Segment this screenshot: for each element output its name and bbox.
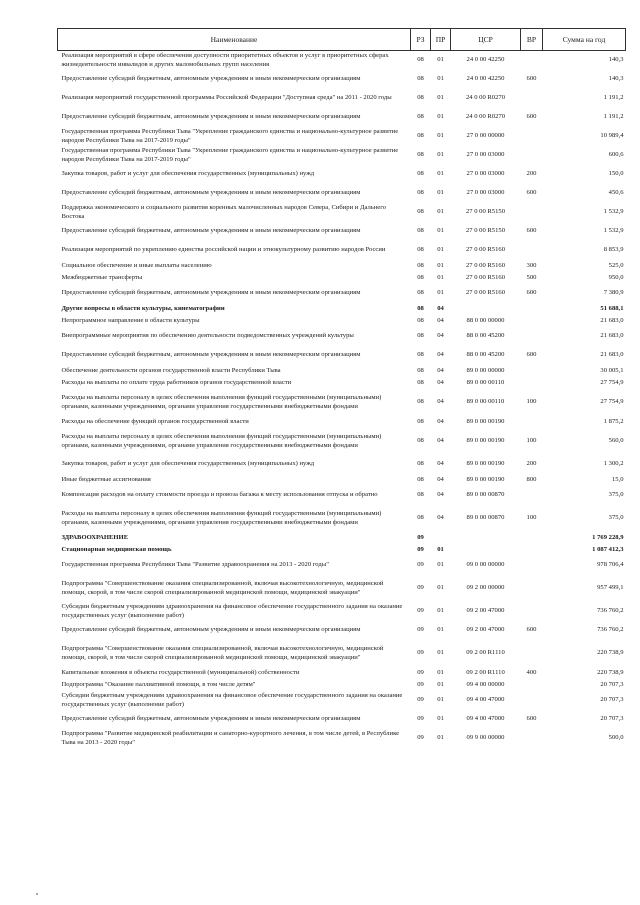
cell-rz: 09 (417, 715, 424, 723)
cell-vr (521, 146, 543, 165)
cell-vr: 200 (526, 460, 537, 468)
cell-pr: 01 (437, 113, 444, 121)
cell-pr: 01 (437, 626, 444, 634)
cell-pr: 01 (437, 208, 444, 216)
cell-rz: 08 (417, 366, 424, 374)
cell-rz: 09 (417, 545, 424, 553)
cell-name: Внепрограммные мероприятия по обеспечению деятельности подведомственных учреждений культуры (61, 332, 354, 340)
cell-name: Обеспечение деятельности органов государственной власти Республики Тыва (61, 366, 281, 374)
cell-pr: 04 (437, 351, 444, 359)
cell-pr: 04 (437, 398, 444, 406)
cell-name: Подпрограмма "Совершенствование оказания специализированной, включая высокотехнологичную, медицинской помощи, скорой, в том числе скорой специализированной медицинской помощи, медицинской эвакуации" (61, 580, 384, 596)
cell-vr (521, 89, 543, 108)
cell-rz: 08 (417, 189, 424, 197)
cell-sum: 500,0 (608, 734, 624, 742)
cell-name: Расходы на обеспечение функций органов государственной власти (61, 417, 249, 425)
cell-sum: 140,3 (608, 56, 624, 64)
cell-csr: 27 0 00 R5150 (465, 208, 505, 216)
table-row (58, 222, 626, 241)
table-row (58, 365, 626, 377)
cell-pr: 04 (437, 332, 444, 340)
cell-pr: 04 (437, 378, 444, 386)
cell-sum: 1 532,9 (603, 208, 624, 216)
cell-vr (521, 602, 543, 621)
cell-vr (521, 575, 543, 602)
budget-table-page (57, 28, 625, 748)
cell-csr: 27 0 00 03000 (466, 170, 505, 178)
table-row (58, 51, 626, 71)
cell-name: Реализация мероприятий в сфере обеспечения доступности приоритетных объектов и услуг в приоритетных сферах жизнедеятельности инвалидов и других маломобильных групп населения (61, 52, 389, 68)
cell-pr: 01 (437, 132, 444, 140)
cell-name: Расходы на выплаты персоналу в целях обеспечения выполнения функций государственными (муниципальными) органами, казенными учреждениями, органами управления государственными внебюджетными фондами (61, 394, 382, 410)
table-row (58, 691, 626, 710)
cell-name: Иные бюджетные ассигнования (61, 475, 151, 483)
cell-rz: 08 (417, 316, 424, 324)
cell-csr: 27 0 00 R5160 (465, 246, 505, 254)
cell-rz: 09 (417, 696, 424, 704)
cell-vr (521, 241, 543, 260)
cell-pr: 01 (437, 75, 444, 83)
cell-rz: 08 (417, 227, 424, 235)
table-row (58, 303, 626, 315)
table-row (58, 679, 626, 691)
cell-vr: 600 (526, 189, 537, 197)
cell-name: Предоставление субсидий бюджетным, автономным учреждениям и иным некоммерческим организациям (61, 351, 361, 359)
cell-rz: 09 (417, 561, 424, 569)
cell-vr (521, 51, 543, 71)
table-row (58, 710, 626, 729)
cell-vr (521, 127, 543, 146)
cell-pr: 04 (437, 437, 444, 445)
cell-csr: 89 0 00 00190 (466, 475, 505, 483)
cell-rz: 08 (417, 460, 424, 468)
cell-name: Предоставление субсидий бюджетным, автономным учреждениям и иным некоммерческим организациям (61, 113, 361, 121)
cell-csr: 24 0 00 R0270 (465, 113, 505, 121)
cell-name: Межбюджетные трансферты (61, 273, 143, 281)
cell-vr: 100 (526, 437, 537, 445)
cell-csr: 24 0 00 42250 (466, 56, 505, 64)
cell-sum: 525,0 (608, 261, 624, 269)
cell-pr: 04 (437, 366, 444, 374)
cell-pr: 01 (437, 561, 444, 569)
page-speck (36, 893, 38, 895)
table-row (58, 389, 626, 416)
table-row (58, 532, 626, 544)
cell-vr (521, 315, 543, 327)
cell-rz: 09 (417, 734, 424, 742)
cell-name: Субсидии бюджетным учреждениям здравоохранения на финансовое обеспечение государственного задания на оказание государственных услуг (выполнение работ) (61, 603, 403, 619)
cell-sum: 375,0 (608, 491, 624, 499)
cell-pr: 01 (437, 289, 444, 297)
cell-csr: 09 2 00 00000 (466, 584, 505, 592)
cell-pr: 04 (437, 491, 444, 499)
cell-vr: 100 (526, 514, 537, 522)
cell-sum: 1 191,2 (603, 113, 624, 121)
cell-rz: 08 (417, 208, 424, 216)
table-row (58, 602, 626, 621)
cell-pr: 01 (437, 261, 444, 269)
table-row (58, 575, 626, 602)
cell-csr (451, 303, 521, 315)
cell-rz: 09 (417, 607, 424, 615)
cell-sum: 15,0 (611, 475, 624, 483)
cell-csr: 09 9 00 00000 (466, 734, 505, 742)
cell-vr (521, 556, 543, 575)
cell-name: Расходы на выплаты персоналу в целях обеспечения выполнения функций государственными (муниципальными) органами, казенными учреждениями, органами управления государственными внебюджетными фондами (61, 433, 382, 449)
cell-sum: 736 760,2 (597, 607, 624, 615)
cell-rz: 08 (417, 351, 424, 359)
table-row (58, 108, 626, 127)
cell-sum: 1 191,2 (603, 94, 624, 102)
cell-name: Непрограммное направление в области культуры (61, 316, 200, 324)
cell-pr: 01 (437, 649, 444, 657)
cell-vr (521, 377, 543, 389)
table-row (58, 315, 626, 327)
cell-csr (451, 532, 521, 544)
cell-rz: 09 (417, 626, 424, 634)
cell-pr: 04 (437, 460, 444, 468)
table-row (58, 203, 626, 222)
cell-name: Предоставление субсидий бюджетным, автономным учреждениям и иным некоммерческим организациям (61, 189, 361, 197)
cell-vr (521, 203, 543, 222)
cell-name: Расходы на выплаты по оплате труда работников органов государственной власти (61, 378, 292, 386)
cell-csr: 27 0 00 R5160 (465, 261, 505, 269)
cell-vr (521, 729, 543, 748)
cell-name: ЗДРАВООХРАНЕНИЕ (61, 533, 129, 541)
cell-rz: 09 (417, 584, 424, 592)
cell-pr: 01 (437, 545, 444, 553)
cell-vr: 600 (526, 351, 537, 359)
cell-csr: 88 0 00 45200 (466, 351, 505, 359)
table-row (58, 127, 626, 146)
cell-pr: 01 (437, 715, 444, 723)
table-header-row (58, 29, 626, 51)
cell-sum: 1 875,2 (603, 417, 624, 425)
table-row (58, 241, 626, 260)
cell-csr: 27 0 00 R5150 (465, 227, 505, 235)
cell-rz: 08 (417, 113, 424, 121)
cell-sum: 220 738,9 (597, 649, 624, 657)
cell-rz: 08 (417, 132, 424, 140)
cell-rz: 09 (417, 533, 424, 541)
cell-name: Предоставление субсидий бюджетным, автономным учреждениям и иным некоммерческим организациям (61, 715, 361, 723)
cell-sum: 8 853,9 (603, 246, 624, 254)
cell-csr: 27 0 00 03000 (466, 151, 505, 159)
cell-vr: 200 (526, 170, 537, 178)
cell-rz: 08 (417, 261, 424, 269)
table-row (58, 729, 626, 748)
cell-vr: 800 (526, 475, 537, 483)
cell-csr: 09 4 00 47000 (466, 715, 505, 723)
cell-csr: 27 0 00 03000 (466, 189, 505, 197)
cell-rz: 08 (417, 475, 424, 483)
table-row (58, 640, 626, 667)
cell-name: Государственная программа Республики Тыва "Развитие здравоохранения на 2013 - 2020 годы" (61, 561, 329, 569)
table-row (58, 89, 626, 108)
table-row (58, 667, 626, 679)
cell-sum: 27 754,9 (600, 398, 624, 406)
cell-rz: 08 (417, 417, 424, 425)
cell-name: Расходы на выплаты персоналу в целях обеспечения выполнения функций государственными (муниципальными) органами, казенными учреждениями, органами управления государственными внебюджетными фондами (61, 510, 382, 526)
cell-csr: 89 0 00 00110 (466, 398, 505, 406)
cell-vr: 600 (526, 75, 537, 83)
cell-vr (521, 486, 543, 505)
cell-sum: 1 087 412,3 (592, 545, 624, 553)
cell-rz: 09 (417, 649, 424, 657)
cell-rz: 08 (417, 304, 424, 312)
cell-rz: 08 (417, 378, 424, 386)
cell-sum: 450,6 (608, 189, 624, 197)
cell-csr: 88 0 00 45200 (466, 332, 505, 340)
col-header-vr: ВР (521, 29, 543, 51)
cell-vr (521, 640, 543, 667)
cell-vr (521, 679, 543, 691)
cell-vr: 600 (526, 227, 537, 235)
cell-name: Поддержка экономического и социального развития коренных малочисленных народов Севера, Сибири и Дальнего Востока (61, 204, 387, 220)
table-row (58, 377, 626, 389)
table-row (58, 486, 626, 505)
cell-sum: 21 683,0 (600, 316, 624, 324)
cell-rz: 08 (417, 514, 424, 522)
table-row (58, 474, 626, 486)
cell-pr: 01 (437, 170, 444, 178)
cell-name: Компенсация расходов на оплату стоимости проезда и провоза багажа к месту использования отпуска и обратно (61, 491, 378, 499)
cell-pr: 01 (437, 607, 444, 615)
cell-pr: 04 (437, 316, 444, 324)
table-row (58, 505, 626, 532)
cell-rz: 08 (417, 246, 424, 254)
table-row (58, 455, 626, 474)
cell-csr: 89 0 00 00870 (466, 491, 505, 499)
cell-csr: 24 0 00 R0270 (465, 94, 505, 102)
table-row (58, 544, 626, 556)
cell-csr: 89 0 00 00190 (466, 417, 505, 425)
cell-pr: 04 (437, 304, 444, 312)
cell-csr: 89 0 00 00110 (466, 378, 505, 386)
cell-csr: 09 2 00 47000 (466, 607, 505, 615)
cell-pr: 04 (437, 417, 444, 425)
cell-sum: 150,0 (608, 170, 624, 178)
cell-vr: 300 (526, 261, 537, 269)
budget-table (57, 28, 626, 748)
table-row (58, 146, 626, 165)
cell-sum: 957 499,1 (597, 584, 624, 592)
cell-name: Подпрограмма "Оказание паллиативной помощи, в том числе детям" (61, 680, 256, 688)
cell-csr: 24 0 00 42250 (466, 75, 505, 83)
cell-vr: 600 (526, 113, 537, 121)
table-row (58, 272, 626, 284)
table-row (58, 184, 626, 203)
cell-vr: 400 (526, 668, 537, 676)
cell-vr: 600 (526, 715, 537, 723)
cell-name: Государственная программа Республики Тыва "Укрепление гражданского единства и национально-культурное развитие народов Республики Тыва на 2017-2019 годы" (61, 147, 399, 163)
cell-pr: 01 (437, 584, 444, 592)
cell-rz: 08 (417, 398, 424, 406)
cell-rz: 08 (417, 491, 424, 499)
cell-rz: 08 (417, 56, 424, 64)
cell-pr: 01 (437, 227, 444, 235)
cell-pr: 01 (437, 189, 444, 197)
table-row (58, 621, 626, 640)
cell-sum: 21 683,0 (600, 351, 624, 359)
cell-sum: 600,6 (608, 151, 624, 159)
cell-sum: 978 706,4 (597, 561, 624, 569)
cell-sum: 10 989,4 (600, 132, 624, 140)
cell-rz: 08 (417, 273, 424, 281)
cell-pr: 01 (437, 56, 444, 64)
cell-sum: 140,3 (608, 75, 624, 83)
cell-name: Предоставление субсидий бюджетным, автономным учреждениям и иным некоммерческим организациям (61, 75, 361, 83)
cell-csr (451, 544, 521, 556)
cell-rz: 08 (417, 94, 424, 102)
col-header-pr: ПР (431, 29, 451, 51)
cell-name: Государственная программа Республики Тыва "Укрепление гражданского единства и национально-культурное развитие народов Республики Тыва на 2017-2019 годы" (61, 128, 399, 144)
cell-pr: 01 (437, 273, 444, 281)
cell-name: Предоставление субсидий бюджетным, автономным учреждениям и иным некоммерческим организациям (61, 227, 361, 235)
cell-name: Реализация мероприятий государственной программы Российской Федерации "Доступная среда" на 2011 - 2020 годы (61, 94, 392, 102)
cell-name: Закупка товаров, работ и услуг для обеспечения государственных (муниципальных) нужд (61, 170, 315, 178)
table-row (58, 284, 626, 303)
cell-sum: 7 380,9 (603, 289, 624, 297)
cell-name: Реализация мероприятий по укреплению единства российской нации и этнокультурному развитию народов России (61, 246, 386, 254)
cell-sum: 1 300,2 (603, 460, 624, 468)
table-row (58, 416, 626, 428)
table-row (58, 260, 626, 272)
cell-rz: 08 (417, 289, 424, 297)
cell-vr (521, 327, 543, 346)
cell-vr (521, 691, 543, 710)
cell-pr: 01 (437, 696, 444, 704)
cell-rz: 08 (417, 332, 424, 340)
cell-name: Предоставление субсидий бюджетным, автономным учреждениям и иным некоммерческим организациям (61, 626, 361, 634)
cell-sum: 30 005,1 (600, 366, 624, 374)
cell-sum: 1 769 228,9 (592, 533, 624, 541)
table-row (58, 346, 626, 365)
cell-csr: 27 0 00 00000 (466, 132, 505, 140)
cell-vr (521, 416, 543, 428)
cell-rz: 08 (417, 75, 424, 83)
col-header-name: Наименование (58, 29, 411, 51)
cell-vr: 600 (526, 626, 537, 634)
cell-pr: 01 (437, 246, 444, 254)
cell-pr: 01 (437, 151, 444, 159)
cell-vr: 500 (526, 273, 537, 281)
cell-name: Стационарная медицинская помощь (61, 545, 172, 553)
cell-rz: 08 (417, 170, 424, 178)
col-header-csr: ЦСР (451, 29, 521, 51)
cell-sum: 950,0 (608, 273, 624, 281)
cell-pr (431, 532, 451, 544)
cell-rz: 09 (417, 680, 424, 688)
cell-pr: 04 (437, 514, 444, 522)
cell-sum: 1 532,9 (603, 227, 624, 235)
cell-pr: 04 (437, 475, 444, 483)
cell-name: Субсидии бюджетным учреждениям здравоохранения на финансовое обеспечение государственного задания на оказание государственных услуг (выполнение работ) (61, 692, 403, 708)
cell-vr (521, 303, 543, 315)
cell-sum: 27 754,9 (600, 378, 624, 386)
table-row (58, 165, 626, 184)
cell-sum: 20 707,3 (600, 680, 624, 688)
cell-csr: 88 0 00 00000 (466, 316, 505, 324)
cell-csr: 09 2 00 47000 (466, 626, 505, 634)
table-body (58, 51, 626, 749)
table-row (58, 428, 626, 455)
cell-csr: 09 2 00 R1110 (466, 649, 505, 657)
cell-name: Предоставление субсидий бюджетным, автономным учреждениям и иным некоммерческим организациям (61, 289, 361, 297)
cell-name: Подпрограмма "Совершенствование оказания специализированной, включая высокотехнологичную, медицинской помощи, скорой, в том числе скорой специализированной медицинской помощи, медицинской эвакуации" (61, 645, 384, 661)
cell-csr: 89 0 00 00000 (466, 366, 505, 374)
cell-name: Закупка товаров, работ и услуг для обеспечения государственных (муниципальных) нужд (61, 460, 315, 468)
cell-vr: 100 (526, 398, 537, 406)
cell-pr: 01 (437, 668, 444, 676)
cell-csr: 89 0 00 00190 (466, 460, 505, 468)
cell-csr: 27 0 00 R5160 (465, 289, 505, 297)
cell-rz: 09 (417, 668, 424, 676)
cell-csr: 89 0 00 00190 (466, 437, 505, 445)
cell-csr: 27 0 00 R5160 (465, 273, 505, 281)
cell-sum: 21 683,0 (600, 332, 624, 340)
cell-vr (521, 544, 543, 556)
cell-sum: 20 707,3 (600, 696, 624, 704)
cell-pr: 01 (437, 680, 444, 688)
cell-vr (521, 532, 543, 544)
col-header-rz: РЗ (411, 29, 431, 51)
cell-name: Капитальные вложения в объекты государственной (муниципальной) собственности (61, 668, 300, 676)
cell-vr (521, 365, 543, 377)
cell-pr: 01 (437, 94, 444, 102)
cell-name: Подпрограмма "Развитие медицинской реабилитации и санаторно-курортного лечения, в том числе детей, в Республике Тыва на 2013 - 2020 годы" (61, 730, 400, 746)
cell-csr: 09 0 00 00000 (466, 561, 505, 569)
cell-rz: 08 (417, 437, 424, 445)
cell-pr: 01 (437, 734, 444, 742)
cell-vr: 600 (526, 289, 537, 297)
cell-sum: 375,0 (608, 514, 624, 522)
cell-sum: 736 760,2 (597, 626, 624, 634)
cell-rz: 08 (417, 151, 424, 159)
cell-csr: 09 4 00 47000 (466, 696, 505, 704)
cell-name: Другие вопросы в области культуры, кинематографии (61, 304, 225, 312)
table-row (58, 70, 626, 89)
table-row (58, 327, 626, 346)
cell-sum: 51 688,1 (600, 304, 624, 312)
cell-sum: 560,0 (608, 437, 624, 445)
cell-csr: 09 4 00 00000 (466, 680, 505, 688)
cell-sum: 220 738,9 (597, 668, 624, 676)
cell-csr: 89 0 00 00870 (466, 514, 505, 522)
cell-sum: 20 707,3 (600, 715, 624, 723)
cell-name: Социальное обеспечение и иные выплаты населению (61, 261, 212, 269)
cell-csr: 09 2 00 R1110 (466, 668, 505, 676)
col-header-sum: Сумма на год (543, 29, 626, 51)
table-row (58, 556, 626, 575)
